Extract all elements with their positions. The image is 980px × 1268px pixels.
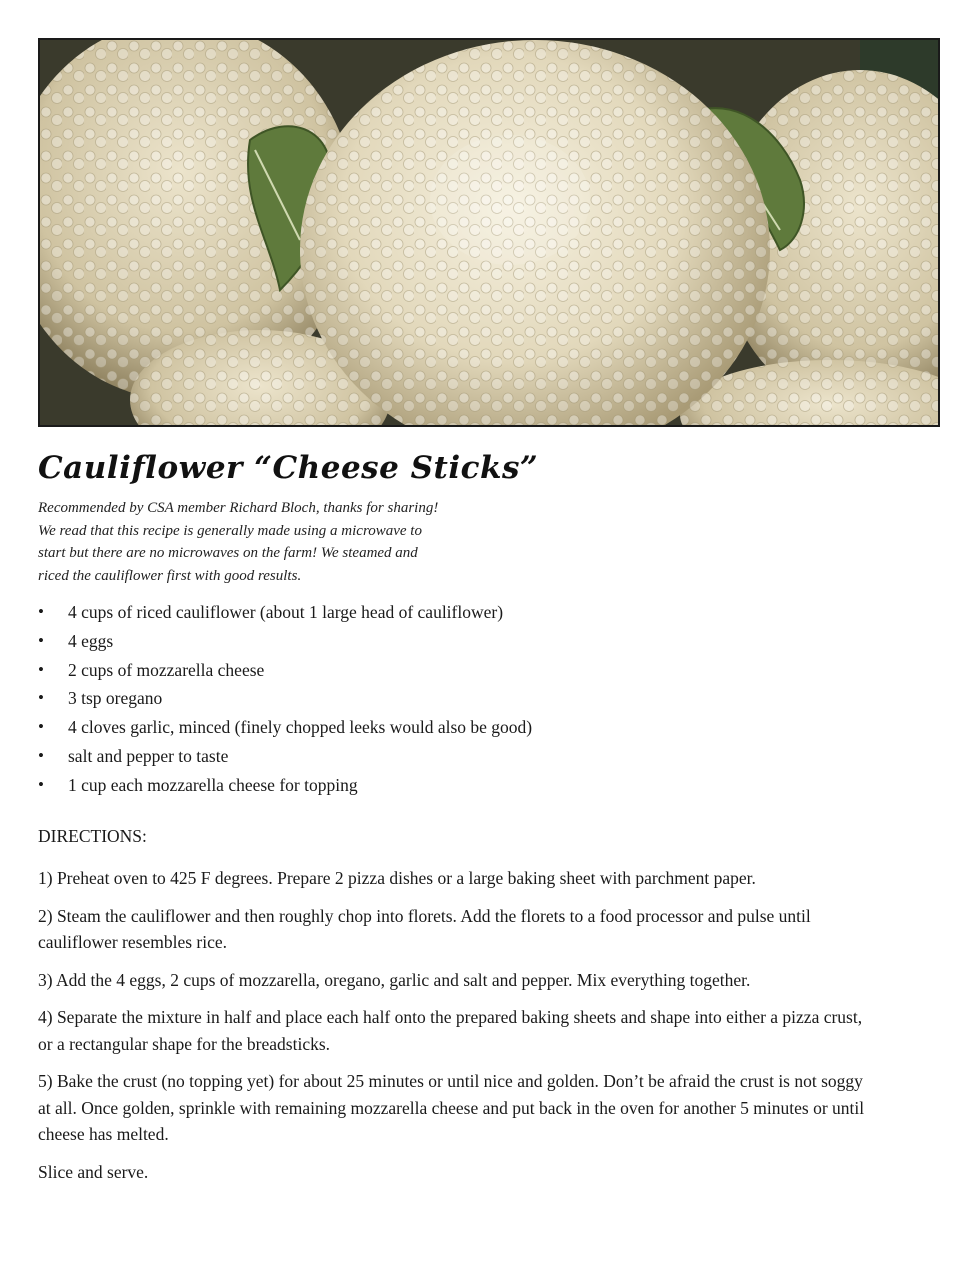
directions-heading: DIRECTIONS: [38,826,147,846]
closing-line: Slice and serve. [38,1161,149,1182]
ingredient-text: 4 eggs [68,630,114,651]
bullet: • [38,659,44,679]
ingredient-text: 1 cup each mozzarella cheese for topping [68,774,358,795]
cauliflower-illustration [40,40,938,425]
recipe-intro [38,497,478,587]
ingredient-item [38,684,532,713]
ingredient-text: salt and pepper to taste [68,745,229,766]
ingredient-text: 2 cups of mozzarella cheese [68,659,265,680]
intro-line: riced the cauliflower first with good results. [38,567,302,584]
bullet: • [38,630,44,650]
hero-photo [38,38,940,427]
ingredient-text: 3 tsp oregano [68,688,163,709]
direction-step: 3) Add the 4 eggs, 2 cups of mozzarella, oregano, garlic and salt and pepper. Mix everything together. [38,969,751,990]
recipe-title: Cauliflower “Cheese Sticks” [38,450,539,486]
ingredient-item [38,742,532,771]
bullet: • [38,774,44,794]
intro-line: start but there are no microwaves on the farm! We steamed and [38,545,418,561]
ingredient-text: 4 cloves garlic, minced (finely chopped leeks would also be good) [68,717,533,738]
bullet: • [38,688,44,708]
ingredient-item [38,771,532,800]
bullet: • [38,745,44,765]
intro-line: Recommended by CSA member Richard Bloch, thanks for sharing! [38,500,439,516]
ingredient-text: 4 cups of riced cauliflower (about 1 large head of cauliflower) [68,602,504,622]
direction-step: 4) Separate the mixture in half and place each half onto the prepared baking sheets and shape into either a pizza crust, or a rectangular shape for the breadsticks. [38,1007,863,1054]
directions-steps [38,865,868,1196]
ingredient-item [38,656,532,685]
direction-step: 5) Bake the crust (no topping yet) for about 25 minutes or until nice and golden. Don’t be afraid the crust is not soggy at all. Once golden, sprinkle with remaining mozzarella cheese and put back in the oven for another 5 minutes or until cheese has melted. [38,1071,865,1144]
intro-line: We read that this recipe is generally made using a microwave to [38,522,422,539]
direction-step: 2) Steam the cauliflower and then roughly chop into florets. Add the florets to a food processor and pulse until cauliflower resembles rice. [38,905,811,952]
direction-step: 1) Preheat oven to 425 F degrees. Prepare 2 pizza dishes or a large baking sheet with parchment paper. [38,868,756,888]
ingredient-item [38,627,532,656]
ingredient-item [38,598,532,627]
ingredient-list [38,598,532,800]
bullet: • [38,602,44,621]
bullet: • [38,717,44,737]
ingredient-item [38,713,532,742]
